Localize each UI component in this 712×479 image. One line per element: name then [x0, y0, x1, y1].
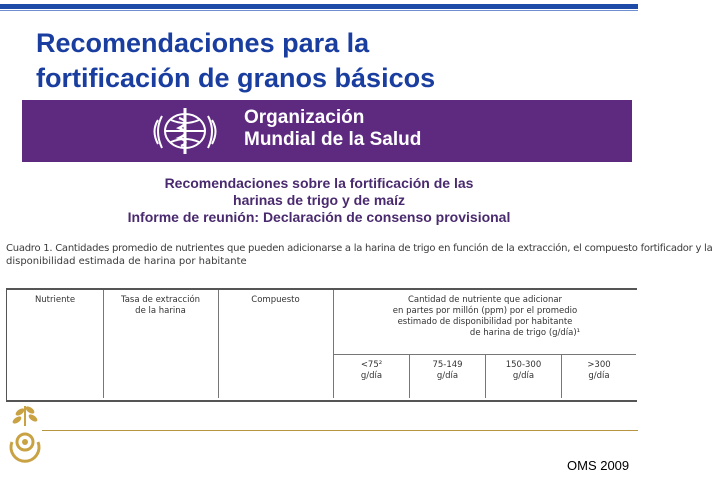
- document-heading-line-2: harinas de trigo y de maíz: [233, 192, 405, 208]
- column-header-cantidad-line-2: en partes por millón (ppm) por el promedio: [392, 306, 578, 316]
- document-heading-line-1: Recomendaciones sobre la fortificación de las: [164, 175, 474, 191]
- column-header-cantidad: [334, 295, 636, 339]
- top-blue-line: [0, 10, 638, 11]
- slide-title: [36, 26, 596, 96]
- top-rule: [0, 0, 638, 16]
- document-heading-line-3: Informe de reunión: Declaración de consenso provisional: [127, 209, 511, 225]
- document-heading: [0, 175, 638, 226]
- subheader-lt75-line-1: <75²: [360, 360, 383, 370]
- table-divider: [218, 290, 219, 398]
- footer-divider: [42, 430, 638, 431]
- subheader-lt75-line-2: g/día: [360, 371, 383, 381]
- column-header-tasa-line-2: de la harina: [135, 306, 186, 316]
- column-header-cantidad-line-3: estimado de disponibilidad por habitante: [397, 317, 573, 327]
- subheader-75-149-line-1: 75-149: [432, 360, 463, 370]
- column-header-nutriente: Nutriente: [34, 295, 76, 305]
- column-header-tasa: [104, 295, 217, 317]
- slide-title-line-2: fortificación de granos básicos: [36, 63, 436, 93]
- column-header-compuesto: Compuesto: [251, 295, 300, 305]
- subheader-150-300: [486, 360, 561, 382]
- column-header-tasa-line-1: Tasa de extracción: [120, 295, 201, 305]
- slide-title-line-1: Recomendaciones para la: [36, 28, 370, 58]
- who-name-line-1: Organización: [244, 107, 365, 128]
- who-organization-name: [244, 107, 421, 151]
- who-name-line-2: Mundial de la Salud: [244, 129, 422, 150]
- subheader-150-300-line-2: g/día: [512, 371, 535, 381]
- who-emblem-icon: [148, 104, 222, 158]
- subheader-gt300-line-1: >300: [587, 360, 611, 370]
- subheader-75-149: [410, 360, 485, 382]
- table-caption-line-2: disponibilidad estimada de harina por habitante: [6, 256, 247, 267]
- column-header-cantidad-line-1: Cantidad de nutriente que adicionar: [407, 295, 563, 305]
- column-header-cantidad-line-4: de harina de trigo (g/día)¹: [469, 328, 581, 338]
- subheader-gt300: [562, 360, 636, 382]
- top-blue-bar: [0, 4, 638, 9]
- grain-logo-icon: [6, 402, 44, 464]
- subheader-lt75: [334, 360, 409, 382]
- subheader-75-149-line-2: g/día: [436, 371, 459, 381]
- table-caption: [6, 242, 712, 268]
- source-label: OMS 2009: [567, 458, 630, 473]
- subheader-150-300-line-1: 150-300: [505, 360, 542, 370]
- subheader-gt300-line-2: g/día: [588, 371, 610, 381]
- table-caption-line-1: Cuadro 1. Cantidades promedio de nutrientes que pueden adicionarse a la harina de trigo en función de la extracción, el compuesto fortificador y la: [6, 243, 712, 254]
